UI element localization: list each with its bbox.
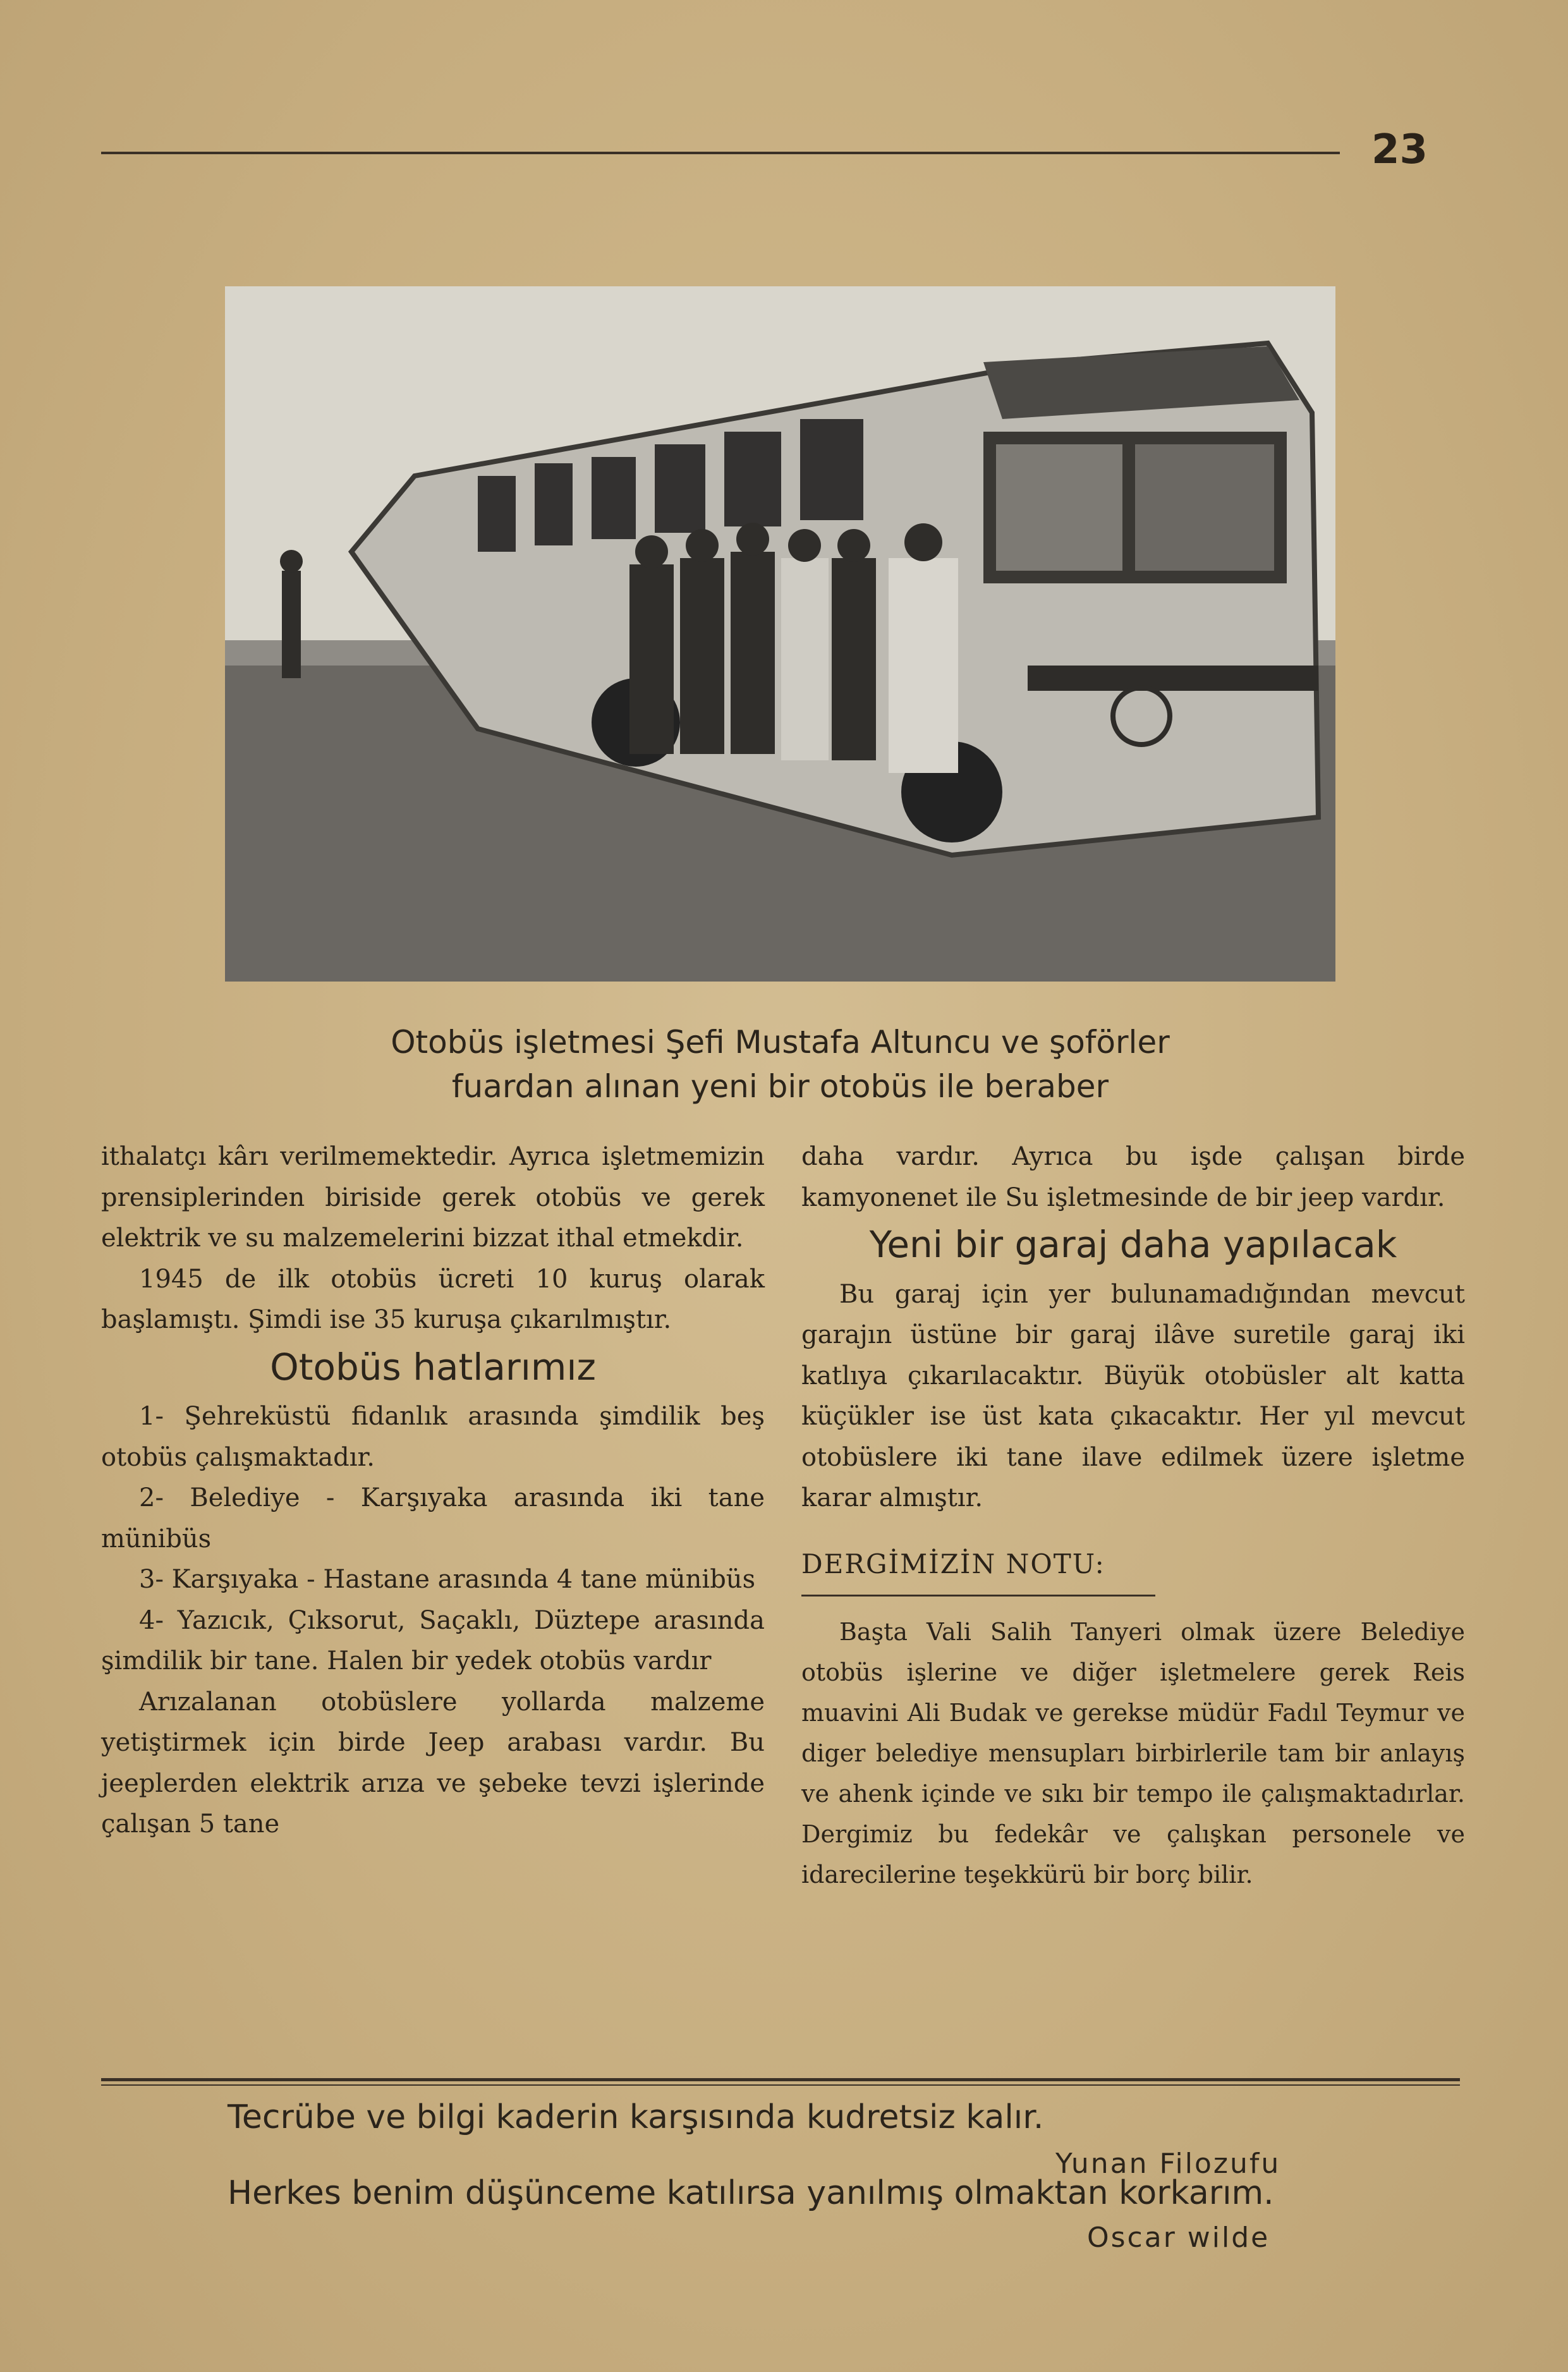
- right-paragraph-2: Bu garaj için yer bulunamadığından mevcut garajın üstüne bir garaj ilâve suretile garaj iki katlıya çıkarılacaktır. Büyük otobüsler alt katta küçükler ise üst kata çıkacaktır. Her yıl mevcut otobüslere iki tane ilave edilmek üzere işletme karar almıştır.: [801, 1279, 1465, 1512]
- right-paragraph-1: daha vardır. Ayrıca bu işde çalışan birde kamyonenet ile Su işletmesinde de bir jeep vardır.: [801, 1142, 1465, 1212]
- bus-line-4: 4- Yazıcık, Çıksorut, Saçaklı, Düztepe arasında şimdilik bir tane. Halen bir yedek otobüs vardır: [101, 1605, 765, 1676]
- bus-photo: [225, 286, 1335, 982]
- editor-note-heading: DERGİMİZİN NOTU:: [801, 1548, 1105, 1579]
- top-rule: [101, 152, 1340, 154]
- editor-note-text: Başta Vali Salih Tanyeri olmak üzere Belediye otobüs işlerine ve diğer işletmelere gerek Reis muavini Ali Budak ve gerekse müdür Fadıl Teymur ve diger belediye mensupları birbirlerile tam bir anlayış ve ahenk içinde ve sıkı bir tempo ile çalışmaktadırlar. Dergimiz bu fedekâr ve çalışkan personele ve idarecilerine teşekkürü bir borç bilir.: [801, 1618, 1465, 1888]
- bus-line-3: 3- Karşıyaka - Hastane arasında 4 tane münibüs: [139, 1565, 756, 1594]
- bus-line-1: 1- Şehreküstü fidanlık arasında şimdilik beş otobüs çalışmaktadır.: [101, 1402, 765, 1472]
- section-heading-bus-lines: Otobüs hatlarımız: [270, 1345, 596, 1389]
- bus-line-2: 2- Belediye - Karşıyaka arasında iki tane münibüs: [101, 1483, 765, 1554]
- quote-2-author: Oscar wilde: [1087, 2222, 1270, 2254]
- page-number: 23: [1371, 126, 1428, 173]
- bus-photo-illustration: [225, 286, 1335, 982]
- left-paragraph-2: 1945 de ilk otobüs ücreti 10 kuruş olarak başlamıştı. Şimdi ise 35 kuruşa çıkarılmıştır.: [101, 1264, 765, 1334]
- section-heading-new-garage: Yeni bir garaj daha yapılacak: [869, 1223, 1397, 1266]
- bottom-rule-thin: [101, 2084, 1460, 2086]
- left-column: [101, 1136, 765, 1845]
- bottom-rule: [101, 2078, 1460, 2081]
- left-paragraph-1: ithalatçı kârı verilmemektedir. Ayrıca işletmemizin prensiplerinden biriside gerek otobüs ve gerek elektrik ve su malzemelerini bizzat ithal etmekdir.: [101, 1142, 765, 1253]
- quote-2-text: Herkes benim düşünceme katılırsa yanılmış olmaktan korkarım.: [228, 2174, 1274, 2212]
- photo-caption-line1: Otobüs işletmesi Şefi Mustafa Altuncu ve şoförler: [391, 1024, 1170, 1061]
- photo-caption-line2: fuardan alınan yeni bir otobüs ile beraber: [451, 1068, 1109, 1105]
- quote-1-text: Tecrübe ve bilgi kaderin karşısında kudretsiz kalır.: [228, 2098, 1044, 2136]
- quote-1-author: Yunan Filozufu: [1055, 2148, 1281, 2180]
- editor-note-rule: [801, 1595, 1155, 1597]
- left-paragraph-3: Arızalanan otobüslere yollarda malzeme yetiştirmek için birde Jeep arabası vardır. Bu jeeplerden elektrik arıza ve şebeke tevzi işlerinde çalışan 5 tane: [101, 1687, 765, 1839]
- right-column: [801, 1136, 1465, 1895]
